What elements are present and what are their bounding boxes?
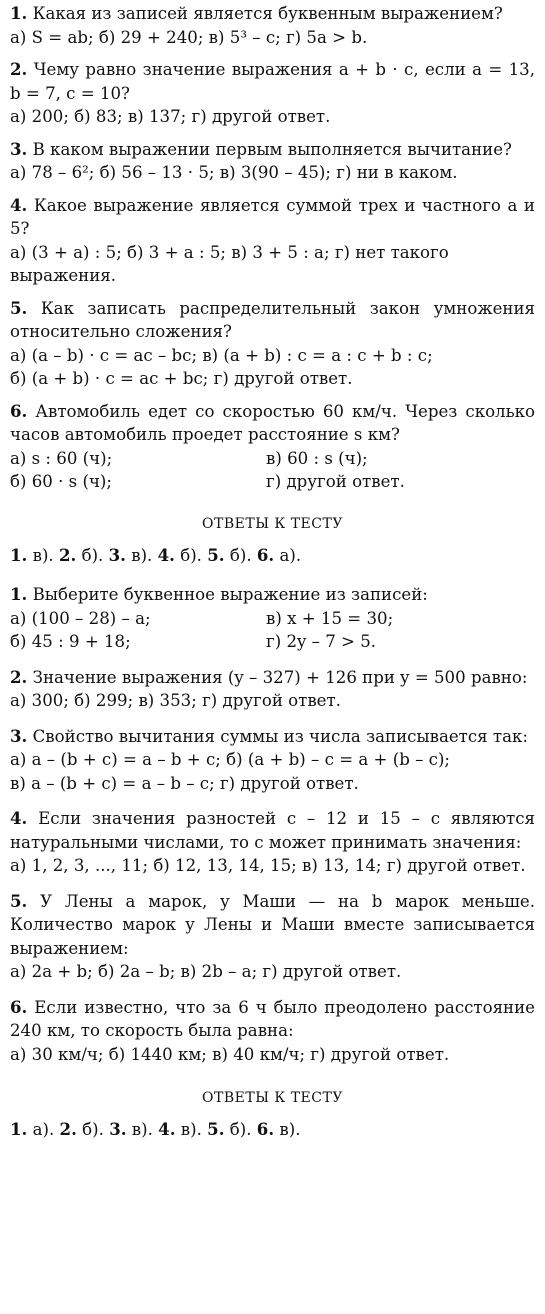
question [10,400,535,494]
question [10,138,535,185]
answer-option: в) 60 : s (ч); [266,448,368,468]
question [10,890,535,984]
question-number: 3. [10,138,28,159]
question-body: Какое выражение является суммой трех и частного a и 5? [10,195,535,238]
question-text [10,996,535,1043]
question-number: 6. [10,996,28,1017]
question-body: Значение выражения (y – 327) + 126 при y = 500 равно: [32,667,528,687]
question-body: Автомобиль едет со скоростью 60 км/ч. Через сколько часов автомобиль проедет расстояние s км? [10,401,535,444]
question-number: 5. [10,297,28,318]
question-body: Выберите буквенное выражение из записей: [32,585,428,604]
answer-option: в) x + 15 = 30; [266,608,394,628]
answer-line: б) (a + b) · c = ac + bc; г) другой ответ. [10,369,353,388]
question-number: 5. [10,890,28,911]
key-answer: а). [32,1120,55,1139]
answer-line: а) a – (b + c) = a – b + c; б) (a + b) – c = a + (b – c); [10,750,451,769]
answers-heading: ОТВЕТЫ К ТЕСТУ [202,1090,343,1106]
question-text [10,400,535,447]
key-answer: б). [229,545,252,565]
key-answer: б). [81,545,104,565]
question [10,2,535,49]
test1 [10,0,535,567]
answer-option: б) 45 : 9 + 18; [10,632,131,651]
question [10,583,535,654]
question-text [10,194,535,241]
key-answer: б). [82,1120,104,1139]
answer-option: б) 60 · s (ч); [10,472,112,491]
question-body: Чему равно значение выражения a + b · c, если a = 13, b = 7, c = 10? [10,60,535,103]
answer-line: а) 78 – 6²; б) 56 – 13 · 5; в) 3(90 – 45); г) ни в каком. [10,163,458,182]
question-text [10,807,535,854]
answer-option: г) другой ответ. [266,472,405,491]
question-text [10,890,535,961]
question [10,996,535,1067]
question-body: Свойство вычитания суммы из числа записывается так: [32,726,528,746]
question-text [10,58,535,105]
question-body: Какая из записей является буквенным выражением? [32,4,503,23]
key-number: 4. [157,544,175,565]
answer-line: а) (3 + a) : 5; б) 3 + a : 5; в) 3 + 5 : a; г) нет такого выражения. [10,242,449,285]
answer-line: а) 300; б) 299; в) 353; г) другой ответ. [10,691,341,710]
answer-line: а) S = ab; б) 29 + 240; в) 5³ – c; г) 5a > b. [10,27,368,47]
question [10,666,535,713]
answer-line: а) 30 км/ч; б) 1440 км; в) 40 км/ч; г) другой ответ. [10,1044,450,1064]
answer-key [10,1118,535,1142]
answer-grid [10,607,535,654]
question-text [10,138,535,162]
question-number: 3. [10,725,28,746]
key-number: 5. [207,1119,225,1139]
test2 [10,583,535,1142]
question [10,58,535,129]
question-body: У Лены a марок, у Маши — на b марок меньше. Количество марок у Лены и Маши вместе записывается выражением: [10,891,535,958]
answer-line: в) a – (b + c) = a – b – c; г) другой ответ. [10,773,359,793]
key-answer: в). [32,545,54,565]
key-answer: в). [279,1120,301,1139]
key-number: 6. [256,1119,275,1139]
question [10,297,535,391]
question [10,807,535,878]
question-number: 1. [10,3,28,23]
key-number: 3. [108,544,126,565]
key-number: 1. [10,1119,28,1139]
key-answer: в). [131,545,153,565]
answer-grid [10,447,535,494]
key-number: 6. [256,544,275,565]
question-text [10,297,535,344]
answer-option: а) s : 60 (ч); [10,448,113,468]
answer-line: а) 1, 2, 3, ..., 11; б) 12, 13, 14, 15; в) 13, 14; г) другой ответ. [10,856,526,875]
question-text [10,725,535,749]
question-body: Если значения разностей c – 12 и 15 – c являются натуральными числами, то c может принимать значения: [10,809,535,852]
question-text [10,2,535,26]
answer-option: а) (100 – 28) – a; [10,608,151,628]
question-number: 4. [10,808,28,828]
question-body: В каком выражении первым выполняется вычитание? [32,139,512,159]
question [10,194,535,288]
key-number: 2. [58,544,77,565]
answer-line: а) 200; б) 83; в) 137; г) другой ответ. [10,107,331,126]
key-number: 3. [109,1119,127,1139]
key-answer: б). [229,1120,252,1139]
answer-line: а) 2a + b; б) 2a – b; в) 2b – a; г) другой ответ. [10,962,402,981]
key-answer: в). [180,1120,202,1139]
question-body: Если известно, что за 6 ч было преодолено расстояние 240 км, то скорость была равна: [10,997,535,1040]
question-number: 2. [10,59,28,79]
answers-heading: ОТВЕТЫ К ТЕСТУ [202,515,343,532]
key-answer: б). [180,545,202,565]
key-number: 4. [158,1119,176,1139]
question-text [10,583,535,607]
answer-key [10,544,535,568]
question-number: 2. [10,666,28,687]
key-number: 1. [10,544,28,565]
question-number: 1. [10,584,28,604]
key-answer: а). [279,545,302,565]
answer-option: г) 2y – 7 > 5. [266,632,377,651]
key-answer: в). [131,1120,153,1139]
key-number: 2. [59,1119,77,1139]
question [10,725,535,796]
answer-line: а) (a – b) · c = ac – bc; в) (a + b) : c = a : c + b : c; [10,345,433,365]
key-number: 5. [207,544,225,565]
question-body: Как записать распределительный закон умножения относительно сложения? [10,298,535,341]
question-number: 4. [10,194,28,215]
question-text [10,666,535,690]
question-number: 6. [10,400,28,421]
